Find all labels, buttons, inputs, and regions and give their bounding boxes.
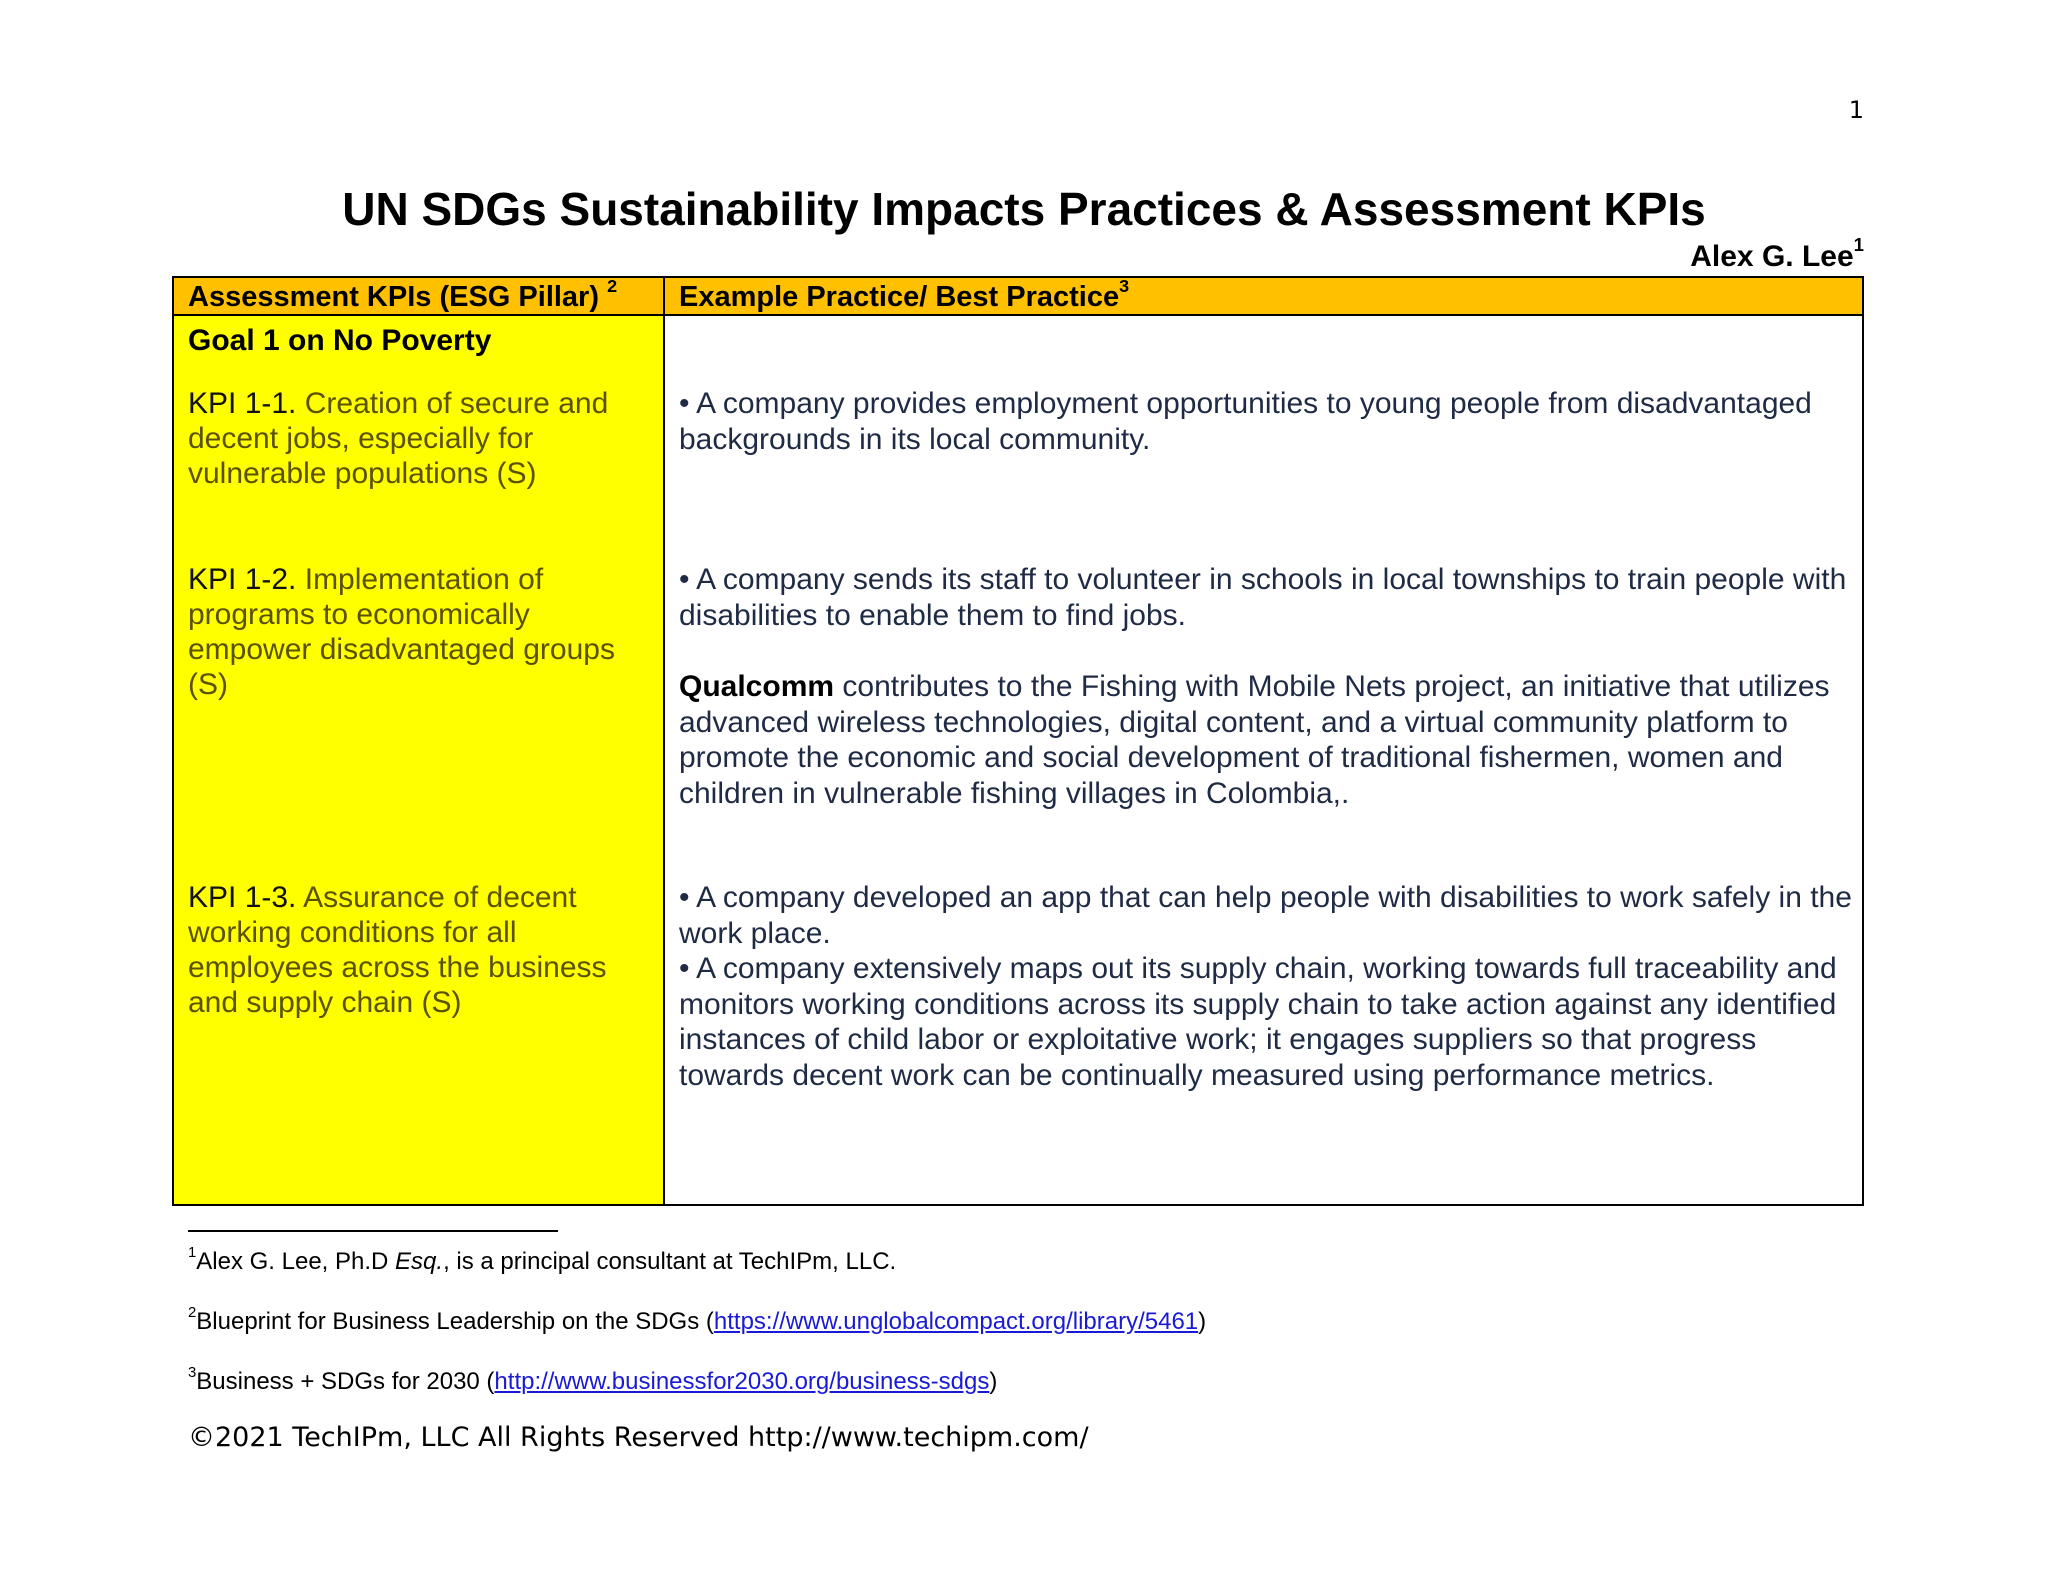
page-number: 1 (1848, 96, 1864, 124)
kpi-1-1 (188, 386, 648, 491)
footnote-text-end: , is a principal consultant at TechIPm, LLC. (443, 1248, 897, 1275)
practice-1-1 (679, 386, 1854, 457)
footnote-link-unglobalcompact[interactable]: https://www.unglobalcompact.org/library/5461 (713, 1308, 1199, 1335)
practice-bullet: • A company extensively maps out its supply chain, working towards full traceability and monitors working conditions across its supply chain to take action against any identified instances of child labor or exploitative work; it engages suppliers so that progress towards decent work can be continually measured using performance metrics. (679, 952, 1837, 1092)
practice-column (665, 316, 1862, 1204)
footnote-number: 3 (188, 1365, 197, 1382)
table-body (174, 316, 1862, 1204)
author-footnote-ref[interactable]: 1 (1853, 234, 1864, 256)
footnote-2 (188, 1305, 1207, 1336)
header-assessment-kpis-label: Assessment KPIs (ESG Pillar) (188, 281, 599, 313)
kpi-id: KPI 1-3. (188, 881, 297, 914)
kpi-id: KPI 1-1. (188, 387, 297, 420)
table-header-row (174, 275, 1862, 316)
kpi-description: Creation of secure and decent jobs, especially for vulnerable populations (S) (188, 387, 609, 490)
kpi-description: Assurance of decent working conditions for all employees across the business and supply chain (S) (188, 881, 607, 1019)
footnote-number: 2 (188, 1305, 197, 1322)
practice-bullet: • A company developed an app that can help people with disabilities to work safely in the work place. (679, 881, 1852, 950)
practice-1-3 (679, 880, 1854, 1093)
author-name (1690, 234, 1864, 274)
kpi-id: KPI 1-2. (188, 563, 297, 596)
footnote-emphasis: Esq. (395, 1248, 444, 1275)
header-footnote-ref-3[interactable]: 3 (1119, 275, 1130, 296)
author-name-text: Alex G. Lee (1690, 240, 1854, 273)
kpi-table (172, 276, 1864, 1206)
kpi-1-2 (188, 562, 648, 702)
kpi-description: Implementation of programs to economically empower disadvantaged groups (S) (188, 563, 615, 701)
practice-bullet: • A company provides employment opportunities to young people from disadvantaged backgrounds in its local community. (679, 387, 1812, 456)
example-text: contributes to the Fishing with Mobile Nets project, an initiative that utilizes advanced wireless technologies, digital content, and a virtual community platform to promote the economic and social development of traditional fishermen, women and children in vulnerable fishing villages in Colombia,. (679, 670, 1830, 810)
footnote-text: Alex G. Lee, Ph.D (196, 1248, 396, 1275)
header-example-practice-label: Example Practice/ Best Practice (679, 281, 1120, 313)
practice-1-2 (679, 562, 1854, 811)
practice-example (679, 669, 1854, 811)
goal-heading: Goal 1 on No Poverty (188, 324, 492, 357)
header-footnote-ref-2[interactable]: 2 (607, 275, 618, 296)
footnote-separator (188, 1230, 558, 1232)
footnote-text-end: ) (1198, 1308, 1207, 1335)
header-example-practice (665, 275, 1862, 314)
footnote-text: Business + SDGs for 2030 ( (196, 1368, 495, 1395)
copyright-notice: ©2021 TechIPm, LLC All Rights Reserved http://www.techipm.com/ (188, 1422, 1089, 1453)
kpi-1-3 (188, 880, 648, 1020)
document-title: UN SDGs Sustainability Impacts Practices & Assessment KPIs (342, 183, 1706, 235)
company-name: Qualcomm (679, 670, 835, 703)
footnote-text-end: ) (989, 1368, 998, 1395)
footnote-number: 1 (188, 1245, 197, 1262)
footnote-3 (188, 1365, 998, 1396)
footnote-text: Blueprint for Business Leadership on the SDGs ( (196, 1308, 714, 1335)
practice-bullet: • A company sends its staff to volunteer in schools in local townships to train people with disabilities to enable them to find jobs. (679, 563, 1847, 632)
kpi-column (174, 316, 665, 1204)
footnote-1 (188, 1245, 897, 1276)
header-assessment-kpis (174, 275, 665, 314)
footnote-link-businessfor2030[interactable]: http://www.businessfor2030.org/business-sdgs (494, 1368, 990, 1395)
